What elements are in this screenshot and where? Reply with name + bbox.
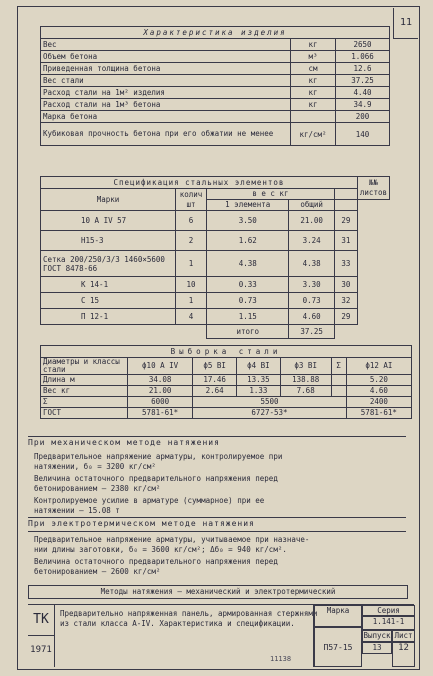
table-row: Объем бетона м³ 1.066 bbox=[41, 51, 390, 63]
table-row: Вес кг 2650 bbox=[41, 39, 390, 51]
divider bbox=[28, 517, 406, 518]
sheet-label: Лист bbox=[392, 630, 415, 642]
issue-value: 13 bbox=[362, 642, 392, 654]
characteristics-title: Характеристика изделия bbox=[41, 27, 390, 39]
table-row: Кубиковая прочность бетона при его обжатии не менее кг/см² 140 bbox=[41, 123, 390, 146]
table-row: Расход стали на 1м³ бетона кг 34.9 bbox=[41, 99, 390, 111]
steel-selection-table bbox=[40, 345, 412, 419]
steel-title: Выборка стали bbox=[41, 346, 412, 358]
divider bbox=[28, 531, 406, 532]
tk-label: ТК bbox=[33, 612, 49, 627]
electrothermal-heading: При электротермическом методе натяжения bbox=[28, 519, 255, 528]
table-row: Вес кг 21.00 2.64 1.33 7.68 4.60 bbox=[41, 386, 412, 397]
characteristics-table bbox=[40, 26, 390, 146]
drawing-description: Предварительно напряженная панель, армированная стержнями из стали класса A-IV. Характеристика и спецификации. bbox=[60, 609, 318, 628]
mechanical-heading: При механическом методе натяжения bbox=[28, 438, 220, 447]
page-number: 11 bbox=[393, 8, 418, 39]
table-row: итого 37.25 bbox=[41, 325, 390, 339]
mechanical-line: бетонированием — 2380 кг/см² bbox=[34, 484, 161, 493]
mechanical-line: натяжении — 15.08 т bbox=[34, 506, 120, 515]
table-row: Приведенная толщина бетона см 12.6 bbox=[41, 63, 390, 75]
stamp-grid bbox=[313, 605, 415, 667]
table-row: П 12-1 4 1.15 4.60 29 bbox=[41, 309, 390, 325]
specification-title: Спецификация стальных элементов bbox=[41, 177, 358, 189]
mechanical-line: Контролируемое усилие в арматуре (суммарное) при ее bbox=[34, 496, 265, 505]
scan-number: 11138 bbox=[270, 655, 292, 663]
mechanical-line: Величина остаточного предварительного напряжения перед bbox=[34, 474, 278, 483]
mark-value: П57-15 bbox=[314, 627, 362, 667]
table-row: Н15-3 2 1.62 3.24 31 bbox=[41, 231, 390, 251]
electrothermal-line: нии длины заготовки, б₀ = 3600 кг/см²; Δб₀ = 940 кг/см². bbox=[34, 545, 287, 554]
mechanical-line: Предварительное напряжение арматуры, контролируемое при bbox=[34, 452, 283, 461]
table-row: 10 A IV 57 6 3.50 21.00 29 bbox=[41, 211, 390, 231]
table-row: Расход стали на 1м² изделия кг 4.40 bbox=[41, 87, 390, 99]
table-row: Σ 6000 5500 2400 bbox=[41, 397, 412, 408]
electrothermal-line: бетонированием — 2600 кг/см² bbox=[34, 567, 161, 576]
issue-label: Выпуск bbox=[363, 631, 391, 640]
electrothermal-line: Предварительное напряжение арматуры, учитываемое при назначе- bbox=[34, 535, 310, 544]
mechanical-line: натяжении, б₀ = 3200 кг/см² bbox=[34, 462, 156, 471]
table-row: Диаметры и классы стали ϕ10 A IV ϕ5 BI ϕ4 BI ϕ3 BI Σ ϕ12 AI bbox=[41, 358, 412, 375]
title-block bbox=[28, 604, 414, 667]
series-value: 1.141-1 bbox=[362, 616, 415, 630]
specification-table: Спецификация стальных элементов №№ листов Марки колич шт в е с кг 1 элемента общий 10 A IV 57 6 3.50 21.00 29 Н15-3 2 1.62 3.24 31 Сетка 200/250/3/3 1460×5600 ГОСТ 8478-66 1 4.38 4.38 33 К 14-1 10 0.33 3.30 30 С 15 1 0.73 0.73 32 П 12-1 4 1.15 4.60 29 итого 37.25 bbox=[40, 176, 390, 339]
divider bbox=[28, 436, 406, 437]
sheet-value: 12 bbox=[392, 642, 415, 667]
table-row: ГОСТ 5781-61* 6727-53* 5781-61* bbox=[41, 408, 412, 419]
electrothermal-line: Величина остаточного предварительного напряжения перед bbox=[34, 557, 278, 566]
methods-line: Методы натяжения — механический и электротермический bbox=[28, 585, 408, 599]
table-row: К 14-1 10 0.33 3.30 30 bbox=[41, 277, 390, 293]
table-row: Вес стали кг 37.25 bbox=[41, 75, 390, 87]
mark-label: Марка bbox=[314, 605, 362, 627]
table-row: Длина м 34.08 17.46 13.35 138.88 5.20 bbox=[41, 375, 412, 386]
table-row: Марка бетона 200 bbox=[41, 111, 390, 123]
year: 1971 bbox=[28, 635, 54, 664]
table-row: С 15 1 0.73 0.73 32 bbox=[41, 293, 390, 309]
tk-box bbox=[28, 605, 55, 667]
table-row: Сетка 200/250/3/3 1460×5600 ГОСТ 8478-66 1 4.38 4.38 33 bbox=[41, 251, 390, 277]
series-label: Серия bbox=[362, 605, 415, 616]
